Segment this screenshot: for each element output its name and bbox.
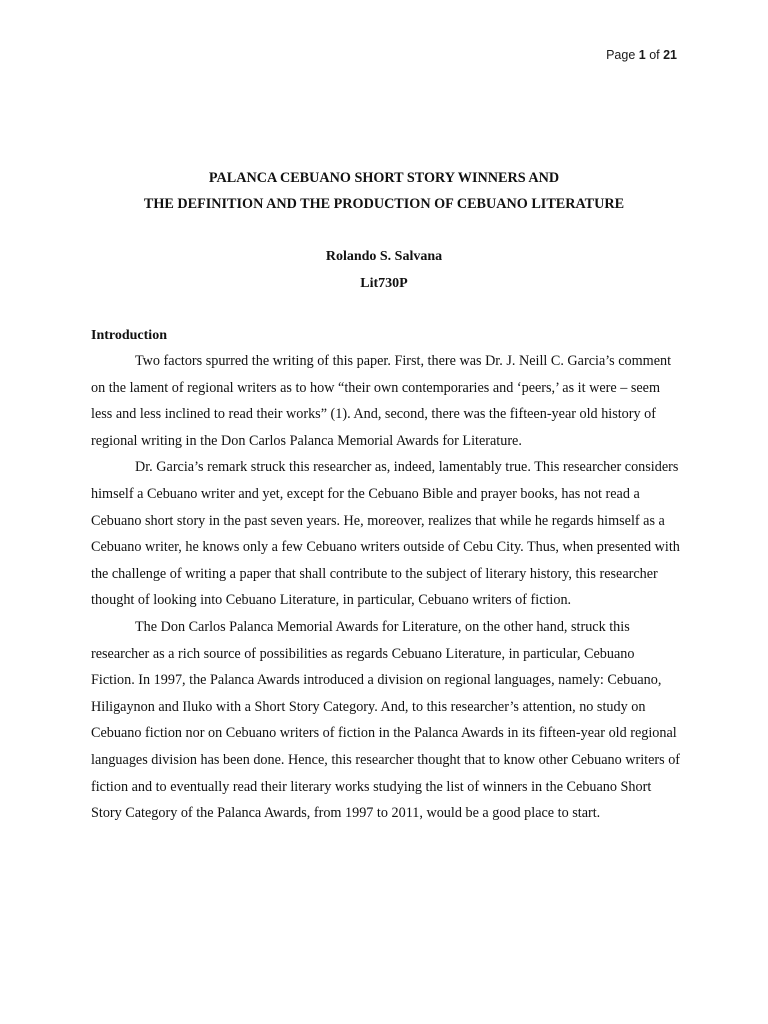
paper-title-line-2: THE DEFINITION AND THE PRODUCTION OF CEBUANO LITERATURE	[143, 196, 625, 212]
paper-title-line-1: PALANCA CEBUANO SHORT STORY WINNERS AND	[208, 170, 560, 186]
paragraph-3: The Don Carlos Palanca Memorial Awards for Literature, on the other hand, struck this researcher as a rich source of possibilities as regards Cebuano Literature, in particular, Cebuano Fiction. In 1997, the Palanca Awards introduced a division on regional languages, namely: Cebuano, Hiligaynon and Iluko with a Short Story Category. And, to this researcher’s attention, no study on Cebuano fiction nor on Cebuano writers of fiction in the Palanca Awards in its fifteen-year old regional languages division has been done. Hence, this researcher thought that to know other Cebuano writers of fiction and to eventually read their literary works studying the list of winners in the Cebuano Short Story Category of the Palanca Awards, from 1997 to 2011, would be a good place to start.	[91, 618, 681, 822]
page-number-total: 21	[663, 48, 677, 62]
section-heading-introduction: Introduction	[91, 328, 167, 343]
author-block	[0, 243, 768, 297]
introduction-body	[91, 348, 681, 827]
course-code: Lit730P	[360, 276, 408, 291]
page-number-prefix: Page	[606, 48, 639, 62]
author-name: Rolando S. Salvana	[325, 249, 443, 264]
paragraph-2: Dr. Garcia’s remark struck this researcher as, indeed, lamentably true. This researcher considers himself a Cebuano writer and yet, except for the Cebuano Bible and prayer books, has not read a Cebuano short story in the past seven years. He, moreover, realizes that while he regards himself as a Cebuano writer, he knows only a few Cebuano writers outside of Cebu City. Thus, when presented with the challenge of writing a paper that shall contribute to the subject of literary history, this researcher thought of looking into Cebuano Literature, in particular, Cebuano writers of fiction.	[91, 459, 680, 609]
page-number-current: 1	[638, 48, 646, 62]
page-number-of: of	[645, 48, 664, 62]
paper-title	[0, 165, 768, 217]
page-number	[606, 48, 677, 62]
paragraph-1: Two factors spurred the writing of this paper. First, there was Dr. J. Neill C. Garcia’s comment on the lament of regional writers as to how “their own contemporaries and ‘peers,’ as it were – seem less and less inclined to read their works” (1). And, second, there was the fifteen-year old history of regional writing in the Don Carlos Palanca Memorial Awards for Literature.	[91, 353, 672, 449]
